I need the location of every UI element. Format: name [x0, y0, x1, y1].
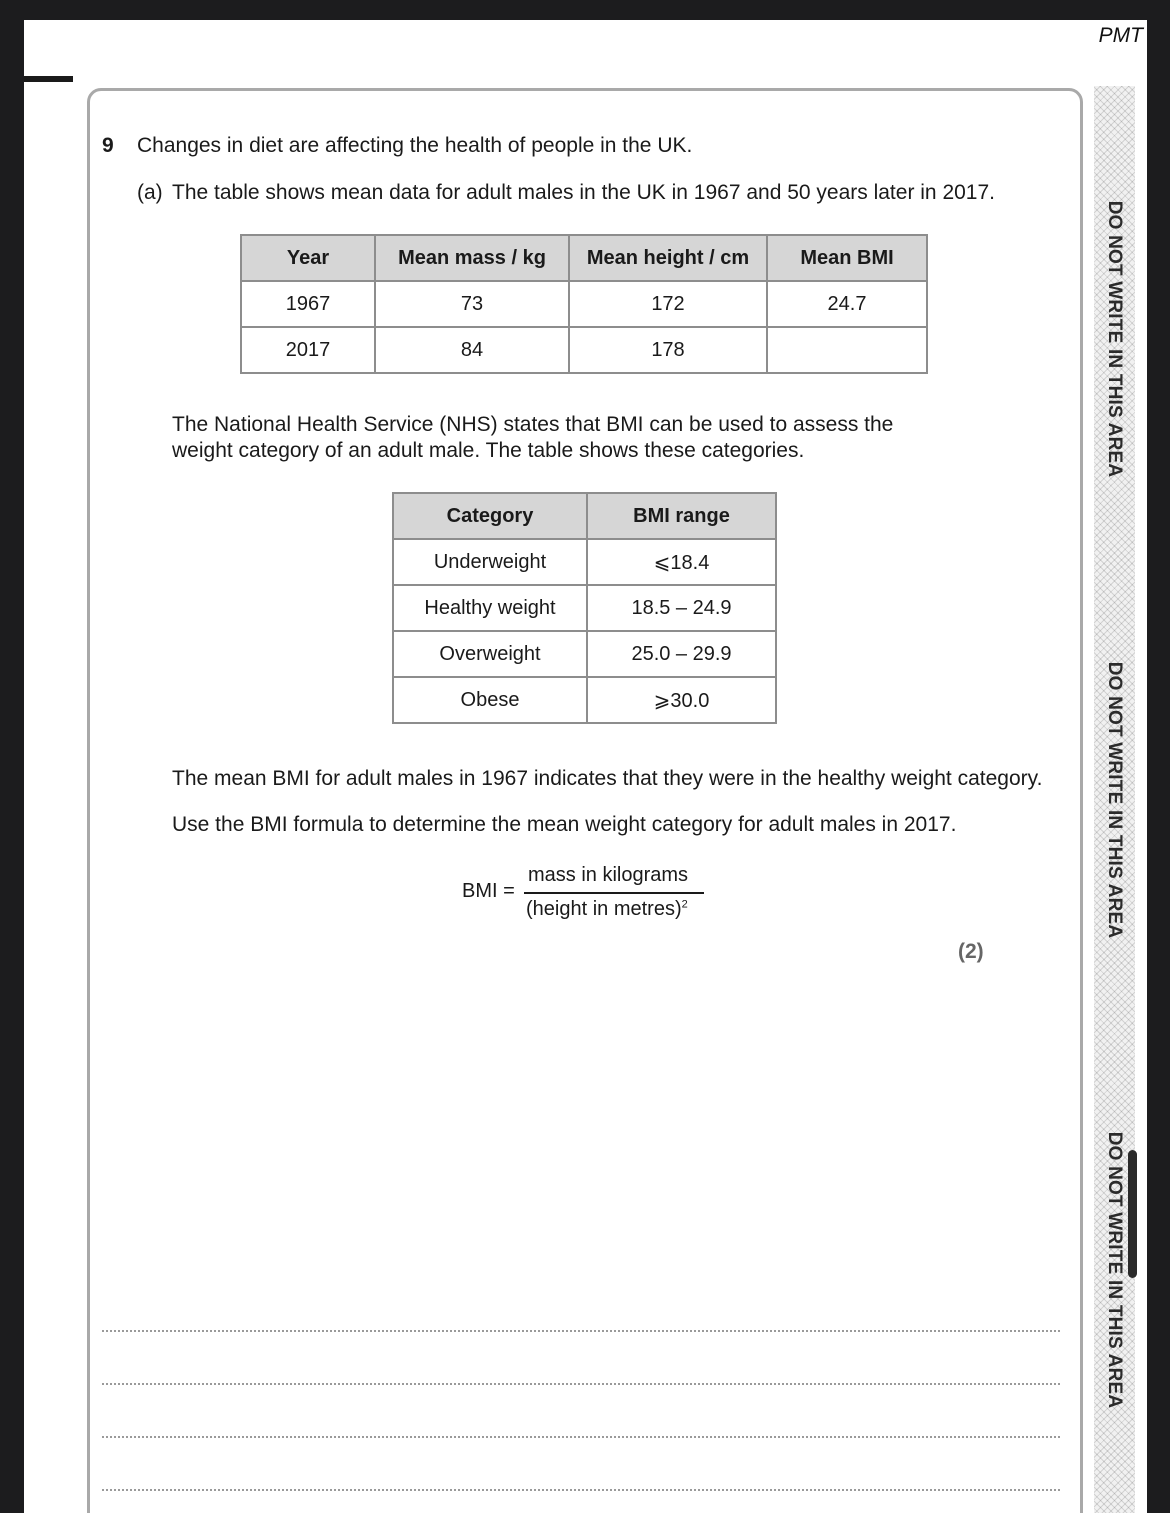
answer-line[interactable]: [102, 1330, 1060, 1332]
header-year: Year: [241, 235, 375, 281]
marks-indicator: (2): [958, 940, 984, 963]
cell-range: 18.5 – 24.9: [587, 585, 776, 631]
formula-denominator: [524, 898, 690, 921]
cell-range: ⩽18.4: [587, 539, 776, 585]
cell-height: 178: [569, 327, 767, 373]
cell-bmi-blank: [767, 327, 927, 373]
table-row: [393, 631, 776, 677]
exponent: 2: [681, 898, 688, 911]
table-row: [241, 327, 927, 373]
table-row: [241, 281, 927, 327]
header-bmi-range: BMI range: [587, 493, 776, 539]
cell-bmi: 24.7: [767, 281, 927, 327]
scrollbar-thumb[interactable]: [1128, 1150, 1137, 1278]
question-text: Changes in diet are affecting the health of people in the UK.: [137, 134, 693, 157]
formula-numerator: mass in kilograms: [528, 864, 689, 886]
corner-mark: [24, 76, 73, 82]
header-mean-mass: Mean mass / kg: [375, 235, 569, 281]
cell-category: Overweight: [393, 631, 587, 677]
cell-category: Underweight: [393, 539, 587, 585]
nhs-text-line-2: weight category of an adult male. The table shows these categories.: [172, 439, 805, 462]
table-row: [393, 539, 776, 585]
bmi-category-table: [392, 492, 777, 724]
cell-category: Obese: [393, 677, 587, 723]
table-row: [393, 585, 776, 631]
header-mean-height: Mean height / cm: [569, 235, 767, 281]
cell-year: 1967: [241, 281, 375, 327]
mean-data-table: [240, 234, 928, 374]
pmt-header: PMT: [1098, 24, 1143, 47]
denominator-text: (height in metres): [526, 898, 682, 920]
formula-lhs: BMI =: [462, 880, 515, 902]
top-bar: [0, 0, 1170, 20]
cell-range: 25.0 – 29.9: [587, 631, 776, 677]
header-mean-bmi: Mean BMI: [767, 235, 927, 281]
question-number: 9: [102, 134, 114, 157]
exam-page: PMT DO NOT WRITE IN THIS AREA DO NOT WRITE IN THIS AREA DO NOT WRITE IN THIS AREA 9 Changes in diet are affecting the health of people in the UK. (a) The table shows mean data for adult males in the UK in 1967 and 50 years later in 2017. Year Mean mass / kg Mean height / cm Mean BMI 1967 73 172 24.7 2017 84 178 The National Health Service (NHS) states that BMI can be used to assess the weight category of an adult male. The table shows these categories. Category BMI range Underweight ⩽18.4 Healthy weight 18.5 – 24.9 Overweight 25.0 – 29.9 Obese ⩾30.0 The mean BMI for adult males in 1967 indicates that they were in the healthy weight category. Use the BMI formula to determine the mean weight category for adult males in 2017. BMI = mass in kilograms (height in metres)$^2$ (2): [24, 20, 1147, 1513]
cell-height: 172: [569, 281, 767, 327]
table-header-row: [241, 235, 927, 281]
table-header-row: [393, 493, 776, 539]
table-row: [393, 677, 776, 723]
cell-range: ⩾30.0: [587, 677, 776, 723]
cell-mass: 84: [375, 327, 569, 373]
answer-line[interactable]: [102, 1489, 1060, 1491]
statement-text: The mean BMI for adult males in 1967 indicates that they were in the healthy weight category.: [172, 767, 1043, 790]
header-category: Category: [393, 493, 587, 539]
answer-line[interactable]: [102, 1436, 1060, 1438]
answer-line[interactable]: [102, 1383, 1060, 1385]
instruction-text: Use the BMI formula to determine the mean weight category for adult males in 2017.: [172, 813, 957, 836]
nhs-text-line-1: The National Health Service (NHS) states that BMI can be used to assess the: [172, 413, 894, 436]
cell-category: Healthy weight: [393, 585, 587, 631]
cell-mass: 73: [375, 281, 569, 327]
fraction-bar: [524, 892, 704, 894]
cell-year: 2017: [241, 327, 375, 373]
part-a-label: (a): [137, 181, 163, 204]
part-a-text: The table shows mean data for adult males in the UK in 1967 and 50 years later in 2017.: [172, 181, 995, 204]
